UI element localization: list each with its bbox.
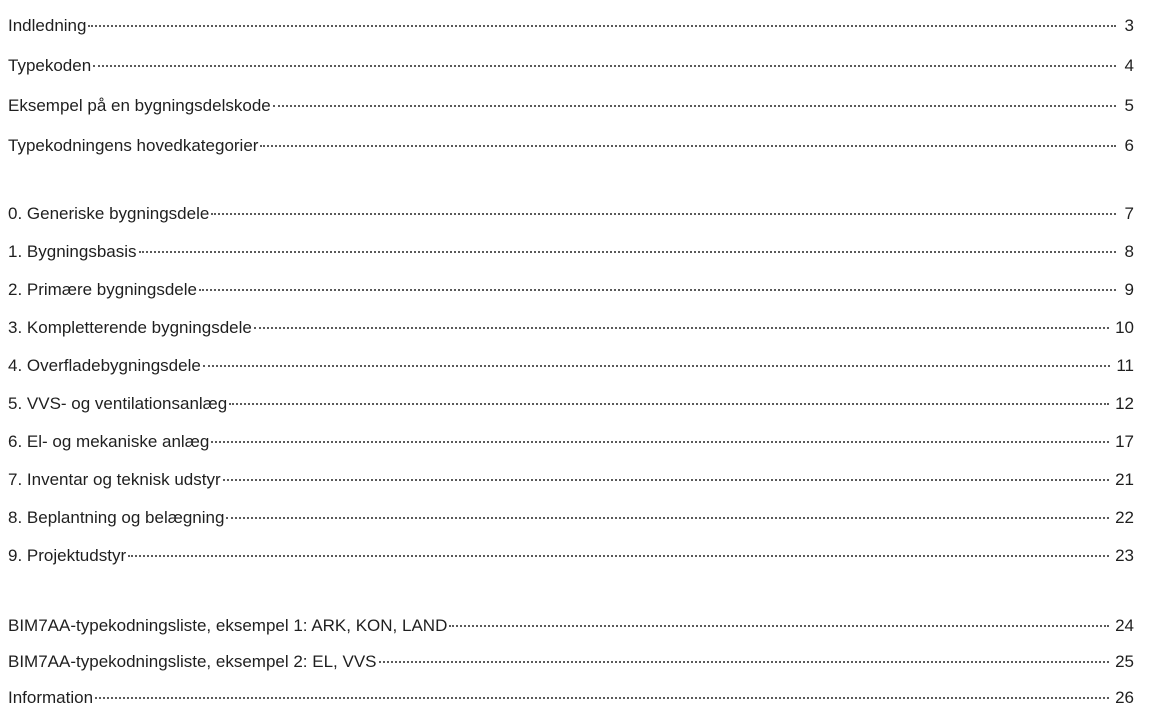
toc-entry-page: 4 xyxy=(1124,56,1134,75)
toc-entry-title: Information xyxy=(8,688,94,707)
dot-leader xyxy=(199,289,1116,291)
toc-entry-category-7[interactable] xyxy=(8,468,1134,492)
toc-entry-page: 10 xyxy=(1115,318,1134,337)
toc-entry-title: 6. El- og mekaniske anlæg xyxy=(8,432,210,451)
dot-leader xyxy=(226,517,1109,519)
toc-entry-title: 3. Kompletterende bygningsdele xyxy=(8,318,252,337)
toc-entry-page: 7 xyxy=(1124,204,1134,223)
dot-leader xyxy=(95,697,1109,699)
dot-leader xyxy=(139,251,1116,253)
dot-leader xyxy=(223,479,1109,481)
dot-leader xyxy=(211,213,1116,215)
toc-entry-eksempel[interactable] xyxy=(8,94,1134,118)
toc-entry-page: 11 xyxy=(1116,356,1134,375)
toc-entry-page: 22 xyxy=(1115,508,1134,527)
dot-leader xyxy=(203,365,1111,367)
toc-entry-page: 12 xyxy=(1115,394,1134,413)
toc-entry-title: 4. Overfladebygningsdele xyxy=(8,356,201,375)
toc-entry-page: 9 xyxy=(1124,280,1134,299)
toc-entry-title: 0. Generiske bygningsdele xyxy=(8,204,210,223)
toc-entry-title: 1. Bygningsbasis xyxy=(8,242,137,261)
toc-entry-title: Eksempel på en bygningsdelskode xyxy=(8,96,271,115)
toc-entry-example-2[interactable] xyxy=(8,650,1134,674)
dot-leader xyxy=(254,327,1109,329)
toc-entry-category-9[interactable] xyxy=(8,544,1134,568)
toc-entry-category-0[interactable] xyxy=(8,202,1134,226)
toc-entry-page: 6 xyxy=(1124,136,1134,155)
toc-entry-category-6[interactable] xyxy=(8,430,1134,454)
toc-entry-typekoden[interactable] xyxy=(8,54,1134,78)
dot-leader xyxy=(93,65,1116,67)
dot-leader xyxy=(260,145,1116,147)
toc-entry-title: 8. Beplantning og belægning xyxy=(8,508,225,527)
dot-leader xyxy=(128,555,1109,557)
toc-entry-category-4[interactable] xyxy=(8,354,1134,378)
toc-entry-title: 7. Inventar og teknisk udstyr xyxy=(8,470,221,489)
toc-entry-page: 8 xyxy=(1124,242,1134,261)
toc-entry-category-1[interactable] xyxy=(8,240,1134,264)
toc-entry-example-1[interactable] xyxy=(8,614,1134,638)
toc-entry-information[interactable] xyxy=(8,686,1134,710)
toc-entry-title: Typekoden xyxy=(8,56,92,75)
dot-leader xyxy=(211,441,1109,443)
toc-entry-page: 24 xyxy=(1115,616,1134,635)
dot-leader xyxy=(229,403,1109,405)
toc-entry-hovedkategorier[interactable] xyxy=(8,134,1134,158)
dot-leader xyxy=(379,661,1110,663)
dot-leader xyxy=(273,105,1116,107)
toc-entry-title: BIM7AA-typekodningsliste, eksempel 1: ARK, KON, LAND xyxy=(8,616,448,635)
toc-entry-title: 5. VVS- og ventilationsanlæg xyxy=(8,394,228,413)
toc-entry-page: 5 xyxy=(1124,96,1134,115)
toc-entry-category-5[interactable] xyxy=(8,392,1134,416)
toc-entry-title: BIM7AA-typekodningsliste, eksempel 2: EL, VVS xyxy=(8,652,377,671)
toc-entry-category-2[interactable] xyxy=(8,278,1134,302)
toc-entry-page: 3 xyxy=(1124,16,1134,35)
dot-leader xyxy=(449,625,1109,627)
toc-entry-page: 26 xyxy=(1115,688,1134,707)
toc-entry-category-3[interactable] xyxy=(8,316,1134,340)
toc-entry-title: 2. Primære bygningsdele xyxy=(8,280,197,299)
dot-leader xyxy=(88,25,1116,27)
toc-entry-page: 21 xyxy=(1115,470,1134,489)
toc-entry-indledning[interactable] xyxy=(8,14,1134,38)
toc-entry-page: 17 xyxy=(1115,432,1134,451)
toc-entry-category-8[interactable] xyxy=(8,506,1134,530)
toc-entry-title: Indledning xyxy=(8,16,87,35)
toc-entry-title: Typekodningens hovedkategorier xyxy=(8,136,259,155)
toc-entry-page: 23 xyxy=(1115,546,1134,565)
toc-entry-page: 25 xyxy=(1115,652,1134,671)
toc-entry-title: 9. Projektudstyr xyxy=(8,546,127,565)
